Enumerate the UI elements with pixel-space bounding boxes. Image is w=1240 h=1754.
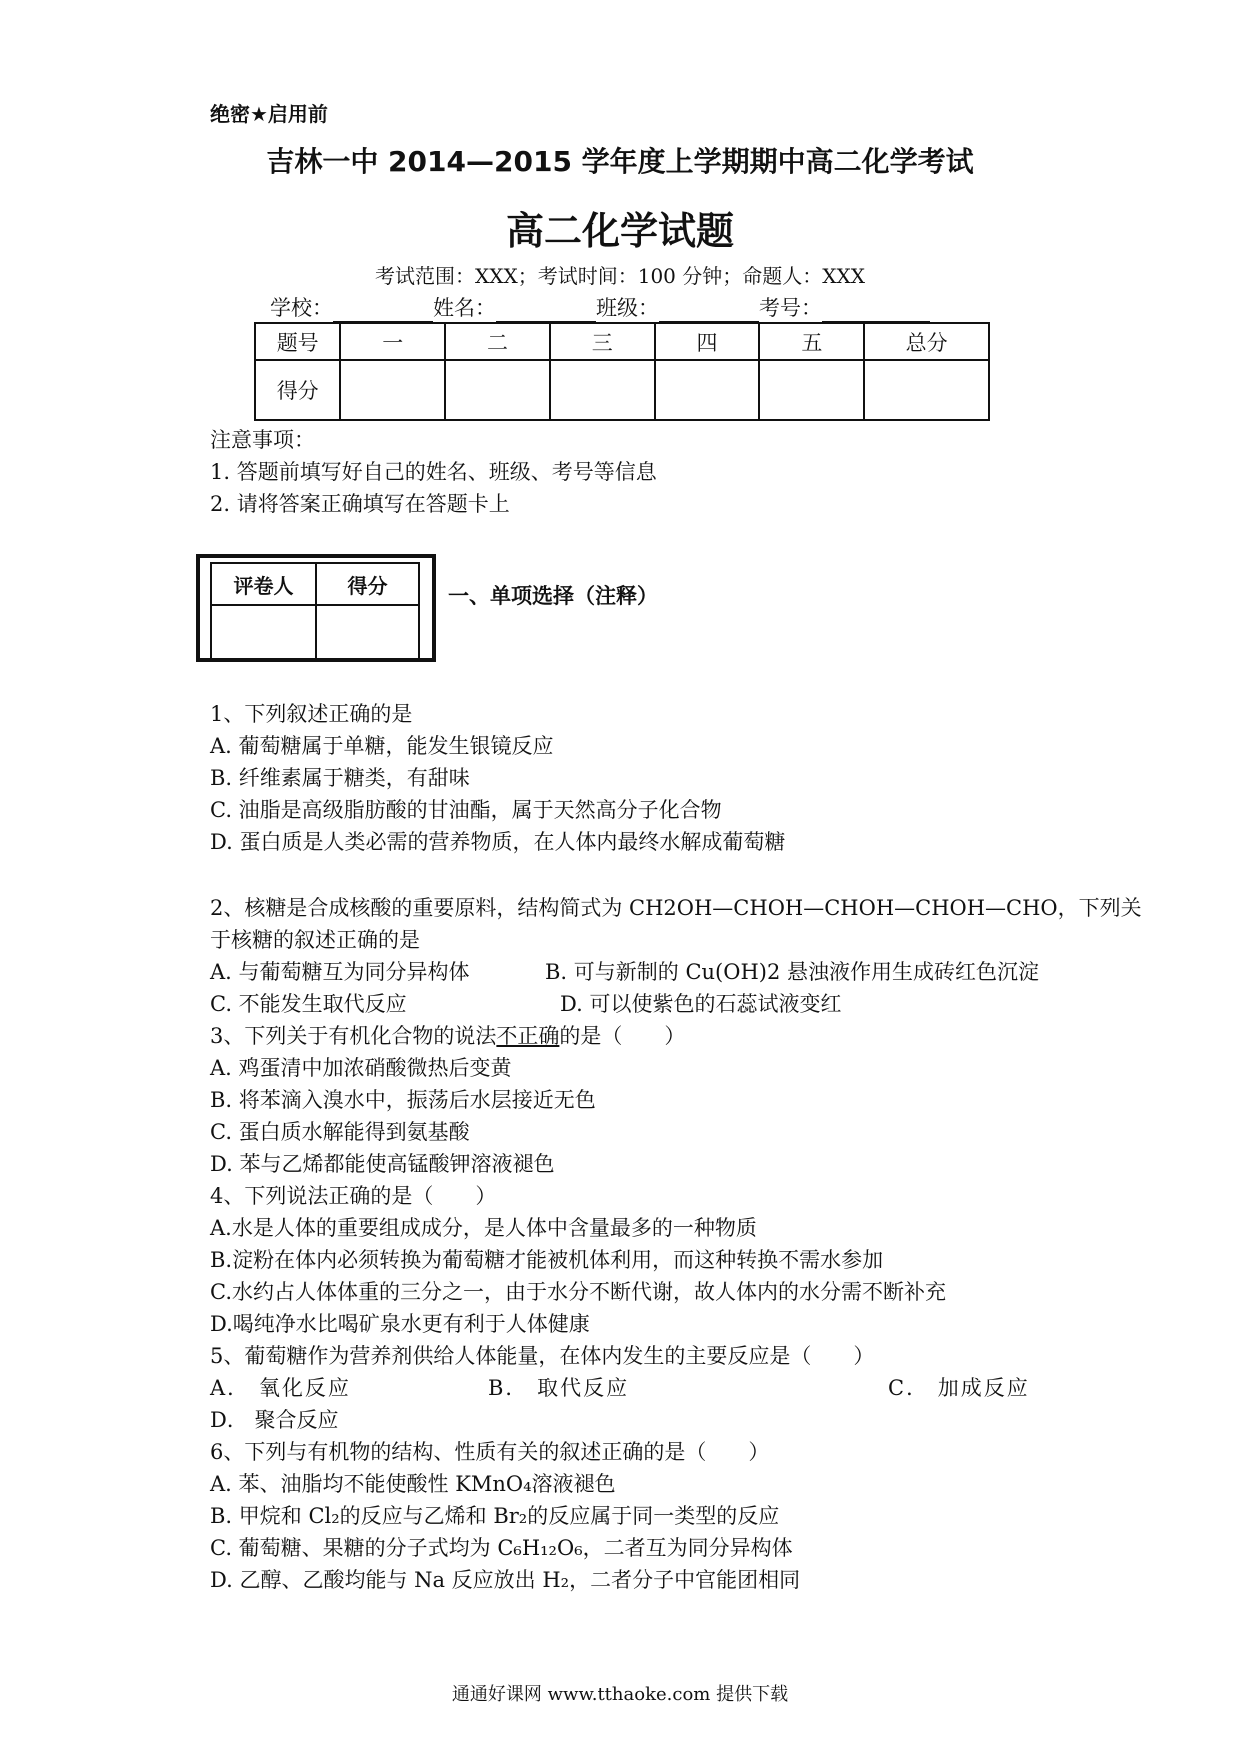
id-field[interactable]: [822, 301, 930, 322]
option-c: C． 加成反应: [888, 1376, 1030, 1400]
option-c: C. 蛋白质水解能得到氨基酸: [210, 1120, 470, 1144]
stem-text: 3、下列关于有机化合物的说法: [210, 1024, 497, 1048]
score-cell[interactable]: [340, 360, 445, 420]
score-cell[interactable]: [550, 360, 655, 420]
exam-info: 考试范围：XXX；考试时间：100 分钟；命题人：XXX: [375, 264, 865, 288]
student-info-line: [270, 292, 930, 322]
option-d: D.喝纯净水比喝矿泉水更有利于人体健康: [210, 1312, 590, 1336]
option-a: A． 氧化反应: [210, 1376, 351, 1400]
option-d: D. 可以使紫色的石蕊试液变红: [560, 992, 842, 1016]
id-label: 考号：: [759, 296, 822, 320]
score-header-cell: 五: [759, 323, 864, 360]
school-label: 学校：: [270, 296, 333, 320]
option-c: C.水约占人体体重的三分之一，由于水分不断代谢，故人体内的水分需不断补充: [210, 1280, 946, 1304]
stem-text: 的是（ ）: [559, 1024, 686, 1048]
option-b: B. 甲烷和 Cl₂的反应与乙烯和 Br₂的反应属于同一类型的反应: [210, 1504, 780, 1528]
option-d: D. 蛋白质是人类必需的营养物质，在人体内最终水解成葡萄糖: [210, 830, 786, 854]
grader-label: 评卷人: [211, 563, 316, 605]
notes-title: 注意事项：: [210, 428, 315, 452]
section1-title: 一、单项选择（注释）: [448, 584, 658, 608]
option-a: A. 葡萄糖属于单糖，能发生银镜反应: [210, 734, 554, 758]
class-field[interactable]: [659, 301, 759, 322]
score-header-cell: 三: [550, 323, 655, 360]
score-header-cell: 一: [340, 323, 445, 360]
option-c: C. 不能发生取代反应: [210, 992, 407, 1016]
question-stem: 6、下列与有机物的结构、性质有关的叙述正确的是（ ）: [210, 1440, 770, 1464]
school-field[interactable]: [333, 301, 433, 322]
option-b: B. 将苯滴入溴水中，振荡后水层接近无色: [210, 1088, 596, 1112]
question-stem: [210, 1020, 685, 1052]
notes-item: 1. 答题前填写好自己的姓名、班级、考号等信息: [210, 460, 657, 484]
score-row-label: 得分: [255, 360, 340, 420]
score-header-cell: 总分: [864, 323, 989, 360]
grader-score-cell[interactable]: [316, 605, 419, 659]
paper-subtitle: 高二化学试题: [505, 209, 734, 253]
score-header-cell: 二: [445, 323, 550, 360]
name-label: 姓名：: [433, 296, 496, 320]
question-stem: 1、下列叙述正确的是: [210, 702, 413, 726]
question-stem-continued: 于核糖的叙述正确的是: [210, 928, 420, 952]
score-cell[interactable]: [759, 360, 864, 420]
score-table: [254, 322, 990, 421]
score-cell[interactable]: [445, 360, 550, 420]
option-d: D． 聚合反应: [210, 1408, 339, 1432]
stem-underlined: 不正确: [496, 1024, 560, 1048]
option-d: D. 乙醇、乙酸均能与 Na 反应放出 H₂，二者分子中官能团相同: [210, 1568, 801, 1592]
option-c: C. 葡萄糖、果糖的分子式均为 C₆H₁₂O₆，二者互为同分异构体: [210, 1536, 793, 1560]
option-a: A. 鸡蛋清中加浓硝酸微热后变黄: [210, 1056, 512, 1080]
option-a: A. 苯、油脂均不能使酸性 KMnO₄溶液褪色: [210, 1472, 616, 1496]
score-header-cell: 四: [655, 323, 760, 360]
footer-text: 通通好课网 www.tthaoke.com 提供下载: [451, 1684, 789, 1705]
grader-table: [210, 562, 420, 660]
grader-box: [196, 554, 436, 662]
question-stem: 2、核糖是合成核酸的重要原料，结构简式为 CH2OH—CHOH—CHOH—CHOH—CHO，下列关: [210, 896, 1142, 920]
option-a: A.水是人体的重要组成成分，是人体中含量最多的一种物质: [210, 1216, 757, 1240]
option-a: A. 与葡萄糖互为同分异构体: [210, 960, 470, 984]
option-c: C. 油脂是高级脂肪酸的甘油酯，属于天然高分子化合物: [210, 798, 722, 822]
option-b: B. 纤维素属于糖类，有甜味: [210, 766, 470, 790]
secret-label: 绝密★启用前: [210, 102, 328, 126]
exam-title: 吉林一中 2014—2015 学年度上学期期中高二化学考试: [266, 145, 974, 178]
grader-name-cell[interactable]: [211, 605, 316, 659]
score-cell[interactable]: [864, 360, 989, 420]
class-label: 班级：: [596, 296, 659, 320]
score-cell[interactable]: [655, 360, 760, 420]
option-b: B.淀粉在体内必须转换为葡萄糖才能被机体利用，而这种转换不需水参加: [210, 1248, 884, 1272]
option-b: B. 可与新制的 Cu(OH)2 悬浊液作用生成砖红色沉淀: [545, 960, 1040, 984]
option-d: D. 苯与乙烯都能使高锰酸钾溶液褪色: [210, 1152, 555, 1176]
grader-score-label: 得分: [316, 563, 419, 605]
score-header-cell: 题号: [255, 323, 340, 360]
question-stem: 5、葡萄糖作为营养剂供给人体能量，在体内发生的主要反应是（ ）: [210, 1344, 875, 1368]
question-stem: 4、下列说法正确的是（ ）: [210, 1184, 497, 1208]
notes-item: 2. 请将答案正确填写在答题卡上: [210, 492, 510, 516]
name-field[interactable]: [496, 301, 596, 322]
option-b: B． 取代反应: [488, 1376, 630, 1400]
